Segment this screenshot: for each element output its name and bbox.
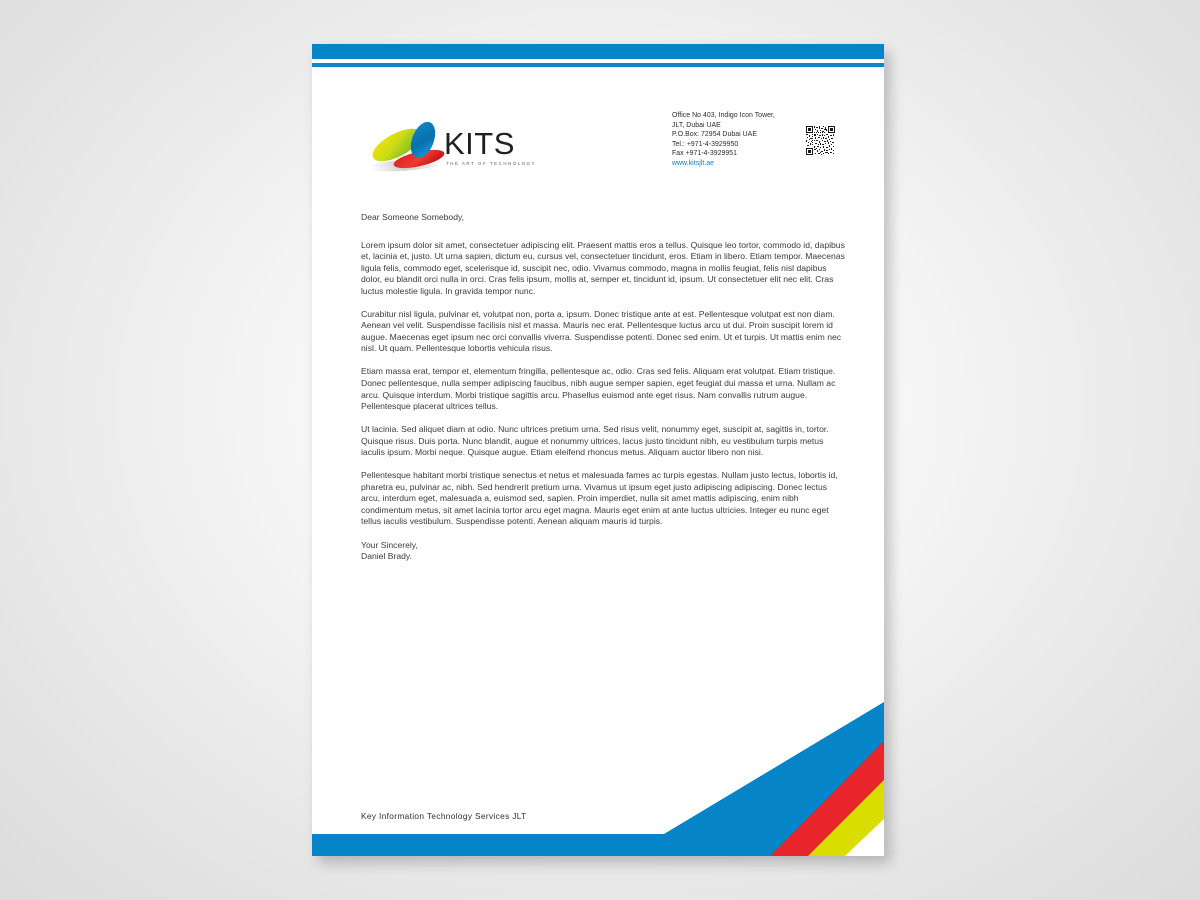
company-logo: [364, 120, 549, 176]
paragraph-1: Lorem ipsum dolor sit amet, consectetuer adipiscing elit. Praesent mattis eros a tellus. Quisque leo tortor, commodo id, dapibus et, lacinia et, justo. Ut urna sapien, dictum eu, cursus vel, consectetuer tincidunt, eros. Etiam in libero. Etiam tempor. Maecenas ligula felis, commodo eget, scelerisque id, suscipit nec, odio. Vivamus commodo, magna in mollis feugiat, felis nisl dapibus dolor, eu blandit orci nulla in orci. Cras felis ipsum, mollis at, semper et, tincidunt id, ipsum. Ut consectetuer elit nec elit. Cras luctus molestie ligula. In gravida tempor nunc.: [361, 239, 845, 296]
qr-code-icon[interactable]: [806, 126, 835, 155]
footer-decoration: [312, 696, 884, 856]
footer-company-name: Key Information Technology Services JLT: [361, 811, 527, 821]
letter-body: [361, 212, 847, 563]
brand-tagline: THE ART OF TECHNOLOGY: [446, 161, 537, 166]
header-bar-thick: [312, 44, 884, 59]
contact-address-line-1: Office No 403, Indigo Icon Tower,: [672, 112, 775, 119]
paragraph-3: Etiam massa erat, tempor et, elementum fringilla, pellentesque ac, odio. Cras sed felis. Aliquam erat volutpat. Etiam tristique. Donec pellentesque, nulla semper adipiscing faucibus, nibh augue semper sapien, eget feugiat dui massa et urna. Nullam ac arcu. Quisque interdum. Morbi tristique sagittis arcu. Phasellus euismod ante eget risus. Nam convallis rutrum augue. Pellentesque placerat ultrices tellus.: [361, 366, 836, 412]
paragraph-4: Ut lacinia. Sed aliquet diam at odio. Nunc ultrices pretium urna. Sed risus velit, nonummy eget, suscipit at, sagittis in, tortor. Quisque risus. Duis porta. Nunc blandit, augue et nonummy ultrices, lacus justo tincidunt nibh, eu vestibulum turpis metus iaculis ipsum. Morbi neque. Quisque augue. Etiam eleifend rhoncus metus. Aliquam auctor libero non nisi.: [361, 424, 829, 458]
signature-block: [361, 540, 847, 564]
header-bar-thin: [312, 63, 884, 67]
letterhead-header: [312, 74, 884, 167]
signature-name: Daniel Brady.: [361, 551, 412, 562]
salutation: Dear Someone Somebody,: [361, 212, 465, 222]
closing-line: Your Sincerely,: [361, 539, 418, 550]
contact-fax: Fax +971-4-3929951: [672, 150, 738, 158]
contact-website-link[interactable]: www.kitsjlt.ae: [672, 159, 715, 167]
contact-po-box: P.O.Box: 72954 Dubai UAE: [672, 131, 757, 139]
letterhead-page: [312, 44, 884, 856]
contact-telephone: Tel.: +971-4-3929950: [672, 140, 739, 148]
brand-name: KITS: [444, 126, 515, 161]
paragraph-2: Curabitur nisl ligula, pulvinar et, volutpat non, porta a, ipsum. Donec tristique ante at est. Pellentesque volutpat est non diam. Aenean vel velit. Suspendisse facilisis nisl et massa. Mauris nec erat. Pellentesque luctus arcu ut dui. Proin suscipit lorem id augue. Maecenas eget ipsum nec orci convallis viverra. Suspendisse potenti. Donec sed enim. Ut et turpis. Ut mattis enim nec nisl. Ut quam. Pellentesque lobortis vehicula risus.: [361, 308, 842, 354]
paragraph-5: Pellentesque habitant morbi tristique senectus et netus et malesuada fames ac turpis egestas. Nullam justo lectus, lobortis id, pharetra eu, pulvinar ac, nibh. Sed hendrerit pretium urna. Vivamus ut ipsum eget justo adipiscing adipiscing. Donec lectus arcu, interdum eget, malesuada a, euismod sed, sapien. Proin imperdiet, nulla sit amet mattis adipiscing, enim nibh condimentum metus, sit amet lacinia tortor arcu eget magna. Mauris eget enim at ante luctus ultricies. Integer eu nunc eget tellus iaculis vestibulum. Suspendisse potenti. Aenean aliquam mauris id turpis.: [361, 470, 838, 527]
logo-butterfly-icon: [364, 120, 448, 176]
contact-address-line-2: JLT, Dubai UAE: [672, 121, 721, 129]
contact-block: [672, 111, 822, 169]
logo-wordmark: [444, 128, 549, 166]
